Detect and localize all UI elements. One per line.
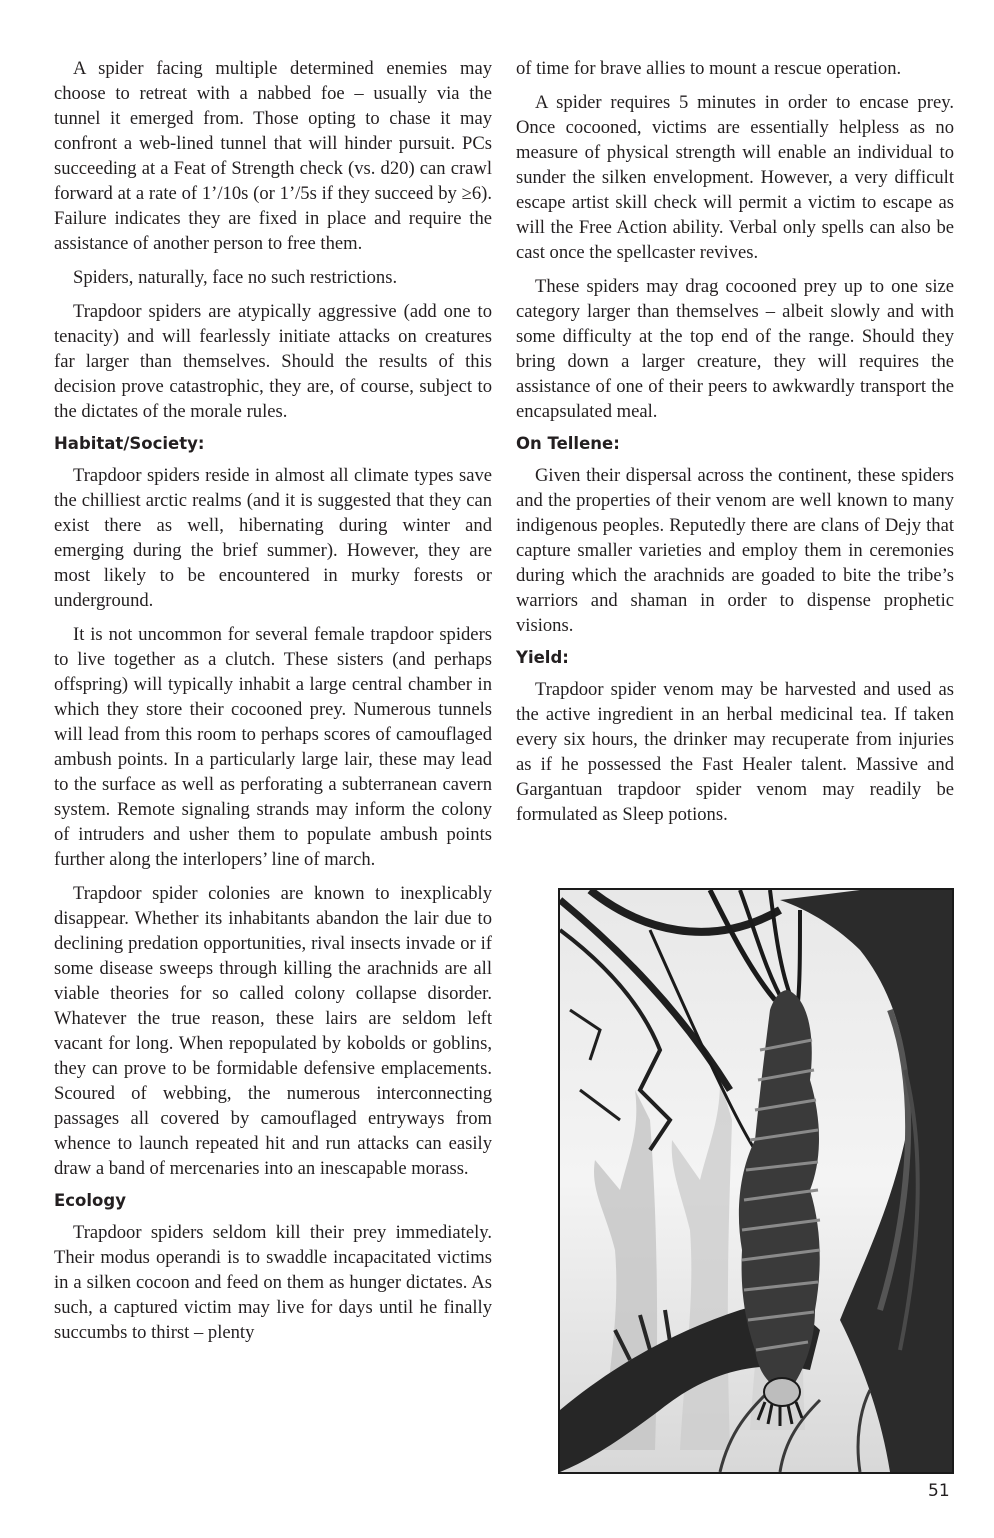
left-column — [54, 56, 492, 1354]
right-column — [516, 56, 954, 836]
paragraph-clutch: It is not uncommon for several female trapdoor spiders to live together as a clutch. These sisters (and perhaps offspring) will typically inhabit a large central chamber in which they store their cocooned prey. Numerous tunnels will lead from this room to perhaps scores of camouflaged ambush points. In a particularly large lair, these may lead to the surface as well as perforating a subterranean cavern system. Remote signaling strands may inform the colony of intruders and usher them to populate ambush points further along the interlopers’ line of march. — [54, 624, 492, 870]
paragraph-retreat: A spider facing multiple determined enemies may choose to retreat with a nabbed foe – usually via the tunnel it emerged from. Those opting to chase it may confront a web-lined tunnel that will hinder pursuit. PCs succeeding at a Feat of Strength check (vs. d20) can crawl forward at a rate of 1’/10s (or 1’/5s if they succeed by ≥6). Failure indicates they are fixed in place and require the assistance of another person to free them. — [54, 58, 492, 254]
paragraph-dejy: Given their dispersal across the continent, these spiders and the properties of their venom are well known to many indigenous peoples. Reputedly there are clans of Dejy that capture smaller varieties and employ them in ceremonies during which the arachnids are goaded to bite the tribe’s warriors and shaman in order to dispense prophetic visions. — [516, 465, 954, 636]
paragraph-aggressive: Trapdoor spiders are atypically aggressive (add one to tenacity) and will fearlessly initiate attacks on creatures far larger than themselves. Should the results of this decision prove catastrophic, they are, of course, subject to the dictates of the morale rules. — [54, 301, 492, 422]
heading-on-tellene: On Tellene: — [516, 434, 620, 453]
heading-habitat-society: Habitat/Society: — [54, 434, 205, 453]
paragraph-rescue-continued: of time for brave allies to mount a rescue operation. — [516, 58, 902, 79]
page-number: 51 — [928, 1481, 950, 1501]
paragraph-prey: Trapdoor spiders seldom kill their prey immediately. Their modus operandi is to swaddle incapacitated victims in a silken cocoon and feed on them as hunger dictates. As such, a captured victim may live for days until he finally succumbs to thirst – plenty — [54, 1222, 492, 1343]
paragraph-encase: A spider requires 5 minutes in order to encase prey. Once cocooned, victims are essentially helpless as no measure of physical strength will enable an individual to sunder the silken envelopment. However, a very difficult escape artist skill check will permit a victim to escape as will the Free Action ability. Verbal only spells can also be cast once the spellcaster revives. — [516, 92, 954, 263]
heading-ecology: Ecology — [54, 1191, 126, 1210]
paragraph-colony-collapse: Trapdoor spider colonies are known to inexplicably disappear. Whether its inhabitants abandon the lair due to declining predation opportunities, rival insects invade or if some disease sweeps through killing the arachnids are all viable theories for so called colony collapse disorder. Whatever the true reason, these lairs are seldom left vacant for long. When repopulated by kobolds or goblins, they can prove to be formidable defensive emplacements. Scoured of webbing, the numerous interconnecting passages all covered by camouflaged entryways from whence to launch repeated hit and run attacks can easily draw a band of mercenaries into an inescapable morass. — [54, 883, 492, 1179]
paragraph-venom: Trapdoor spider venom may be harvested and used as the active ingredient in an herbal medicinal tea. If taken every six hours, the drinker may recuperate from injuries as if he possessed the Fast Healer talent. Massive and Gargantuan trapdoor spider venom may readily be formulated as Sleep potions. — [516, 679, 954, 825]
paragraph-drag-prey: These spiders may drag cocooned prey up to one size category larger than themselves – albeit slowly and with some difficulty at the top end of the range. Should they bring down a larger creature, they will requires the assistance of one of their peers to awkwardly transport the encapsulated meal. — [516, 276, 954, 422]
cocooned-victim-illustration — [558, 888, 954, 1474]
paragraph-climate: Trapdoor spiders reside in almost all climate types save the chilliest arctic realms (and it is suggested that they can exist there as well, hibernating during winter and emerging during the brief summer). However, they are most likely to be encountered in murky forests or underground. — [54, 465, 492, 611]
paragraph-spiders-no-restrictions: Spiders, naturally, face no such restrictions. — [73, 267, 398, 288]
heading-yield: Yield: — [516, 648, 569, 667]
tree-and-cocoon-drawing-icon — [560, 890, 952, 1472]
